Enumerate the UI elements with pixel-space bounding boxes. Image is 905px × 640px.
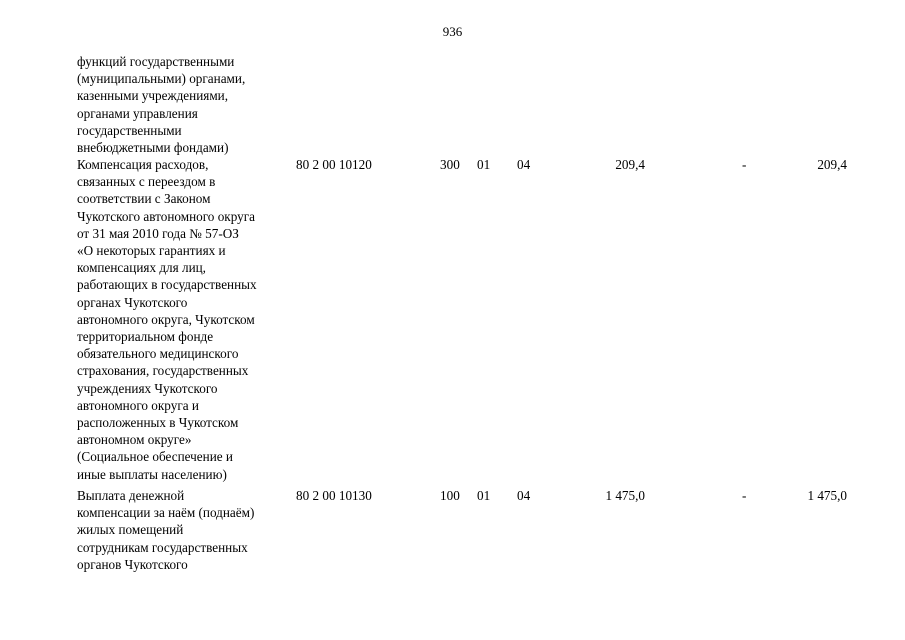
section-code: 01 [477,488,491,503]
subsection-code: 04 [517,157,531,172]
expense-type-code: 300 [440,157,460,172]
amount-column-3: 209,4 [817,157,847,172]
page-number: 936 [442,24,463,39]
amount-column-3: 1 475,0 [807,488,847,503]
expense-type-code: 100 [440,488,460,503]
target-article-code: 80 2 00 10130 [296,488,372,503]
row-description: Выплата денежной компенсации за наём (поднаём) жилых помещений сотрудникам государственных органов Чукотского [77,488,255,572]
amount-column-2: - [742,157,747,172]
amount-column-1: 1 475,0 [605,488,645,503]
row-description: Компенсация расходов, связанных с переездом в соответствии с Законом Чукотского автономного округа от 31 мая 2010 года № 57-ОЗ «О некоторых гарантиях и компенсациях для лиц, работающих в государственных органах Чукотского автономного округа, Чукотском территориальном фонде обязательного медицинского страхования, государственных учреждениях Чукотского автономного округа и расположенных в Чукотском автономном округе» (Социальное обеспечение и иные выплаты населению) [77,157,257,482]
amount-column-2: - [742,488,747,503]
target-article-code: 80 2 00 10120 [296,157,372,172]
row-description: функций государственными (муниципальными) органами, казенными учреждениями, органами управления государственными внебюджетными фондами) [77,54,246,156]
amount-column-1: 209,4 [615,157,645,172]
subsection-code: 04 [517,488,531,503]
section-code: 01 [477,157,491,172]
